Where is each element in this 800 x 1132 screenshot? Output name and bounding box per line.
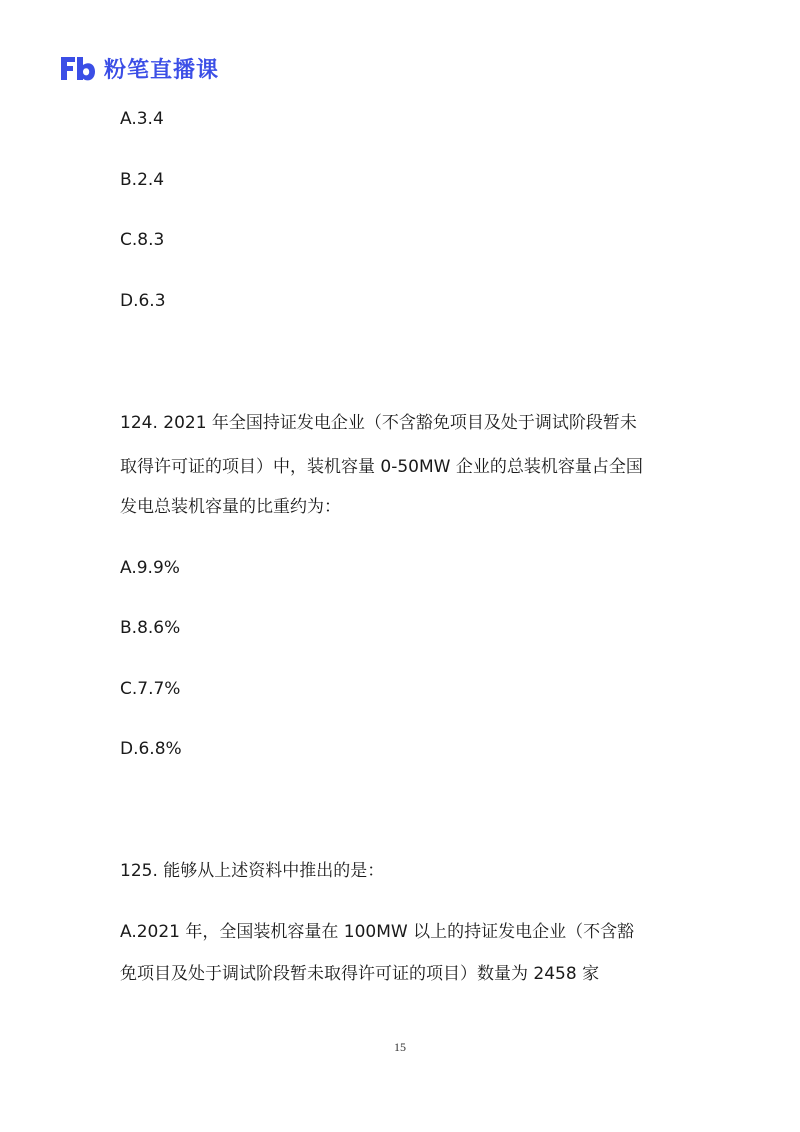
q124-option-d: D.6.8%: [120, 739, 182, 759]
q124-option-a: A.9.9%: [120, 558, 180, 578]
q124-stem-line-1: 124. 2021 年全国持证发电企业（不含豁免项目及处于调试阶段暂未: [120, 413, 637, 433]
q124-stem-line-3: 发电总装机容量的比重约为：: [120, 497, 341, 517]
q123-option-c: C.8.3: [120, 230, 165, 250]
q123-option-a: A.3.4: [120, 109, 164, 129]
q125-option-a-line-2: 免项目及处于调试阶段暂未取得许可证的项目）数量为 2458 家: [120, 964, 600, 984]
q123-option-b: B.2.4: [120, 170, 165, 190]
q123-option-d: D.6.3: [120, 291, 166, 311]
q125-option-a-line-1: A.2021 年，全国装机容量在 100MW 以上的持证发电企业（不含豁: [120, 922, 635, 942]
q124-option-b: B.8.6%: [120, 618, 181, 638]
page-number: 15: [394, 1040, 406, 1054]
q125-stem: 125. 能够从上述资料中推出的是：: [120, 861, 385, 881]
fenbi-logo-icon: [58, 53, 96, 83]
q124-stem-line-2: 取得许可证的项目）中，装机容量 0-50MW 企业的总装机容量占全国: [120, 457, 643, 477]
brand-name: 粉笔直播课: [104, 57, 220, 83]
q124-option-c: C.7.7%: [120, 679, 181, 699]
brand-header: [58, 52, 219, 84]
